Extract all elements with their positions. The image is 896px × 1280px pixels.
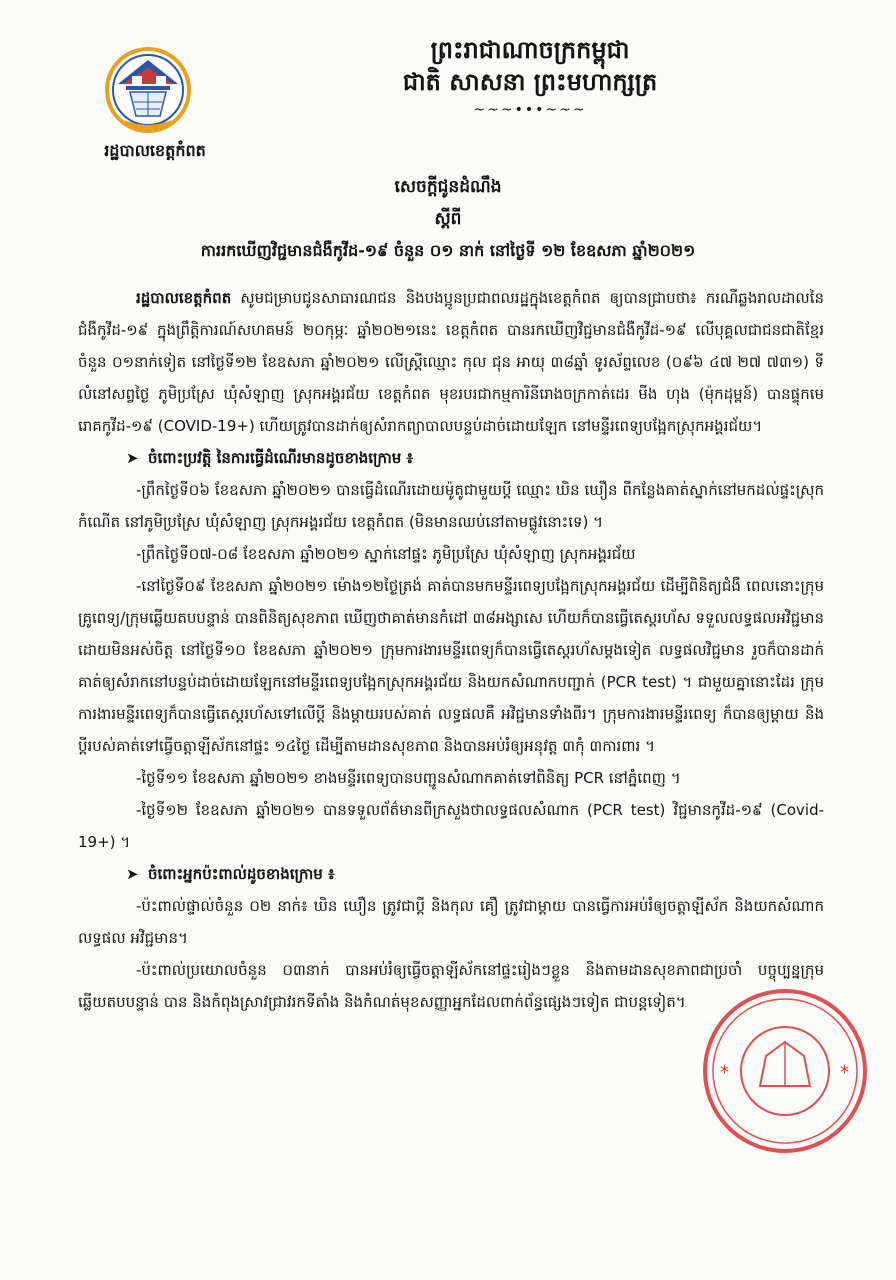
svg-text:*: *: [720, 1062, 729, 1083]
intro-text: សូមជម្រាបជូនសាធារណជន និងបងប្អូនប្រជាពលរដ្ឋក្នុងខេត្តកំពត ឲ្យបានជ្រាបថា៖ ករណីឆ្លងរាលដាលនៃជំងឺកូវីដ-១៩ ក្នុងព្រឹត្តិការណ៍សហគមន៍ ២០កុម្ភៈ ឆ្នាំ២០២១នេះ ខេត្តកំពត បានរកឃើញវិជ្ជមានជំងឺកូវីដ-១៩ លើបុគ្គលជាជនជាតិខ្មែរ ចំនួន ០១នាក់ទៀត នៅថ្ងៃទី១២ ខែឧសភា ឆ្នាំ២០២១ លើស្ត្រីឈ្មោះ កុល ជុន អាយុ ៣៨ឆ្នាំ ទូរស័ព្ទលេខ (០៩៦ ៤៧ ២៧ ៧៣១) ទីលំនៅសព្វថ្ងៃ ភូមិប្រស្រែ ឃុំសំឡាញ ស្រុកអង្គរជ័យ ខេត្តកំពត មុខរបរជាកម្មការិនីរោងចក្រកាត់ដេរ មីង ហុង (ម៉ុកដុម្ពន៍) បានផ្ទុកមេរោគកូវីដ-១៩ (COVID-19+) ហើយត្រូវបានដាក់ឲ្យសំរាកព្យាបាលបន្ទប់ដាច់ដោយឡែក នៅមន្ទីរពេទ្យបង្អែកស្រុកអង្គរជ័យ។: [78, 289, 824, 435]
contact-item: -ប៉ះពាល់ផ្ទាល់ចំនួន ០២ នាក់៖ ឃិន ឃឿន ត្រូវជាប្ដី និងកុល គឿ ត្រូវជាម្ដាយ បានធ្វើការអប់រំឲ្យចត្តាឡីស័ក និងយកសំណាក លទ្ធផល អវិជ្ជមាន។: [78, 897, 824, 947]
history-item: -ថ្ងៃទី១២ ខែឧសភា ឆ្នាំ២០២១ បានទទួលព័ត៌មានពីក្រសួងថាលទ្ធផលសំណាក (PCR test) វិជ្ជមានកូវីដ-១៩ (Covid-19+) ។: [78, 801, 824, 851]
history-item: -ថ្ងៃទី១១ ខែឧសភា ឆ្នាំ២០២១ ខាងមន្ទីរពេទ្យបានបញ្ជូនសំណាកគាត់ទៅពិនិត្យ PCR នៅភ្នំពេញ ។: [136, 769, 681, 787]
notice-body: [78, 282, 824, 1018]
notice-title: សេចក្ដីជូនដំណឹង: [394, 177, 502, 197]
history-item: -ព្រឹកថ្ងៃទី០៧-០៨ ខែឧសភា ឆ្នាំ២០២១ ស្នាក់នៅផ្ទះ ភូមិប្រស្រែ ឃុំសំឡាញ ស្រុកអង្គរជ័យ: [136, 545, 636, 563]
ornament-divider: ~~~•••~~~: [473, 102, 587, 118]
kingdom-title: ព្រះរាជាណាចក្រកម្ពុជា: [430, 36, 630, 64]
intro-paragraph: [78, 282, 824, 442]
notice-subject: ការរកឃើញវិជ្ជមានជំងឺកូវីដ-១៩ ចំនួន ០១ នាក់ នៅថ្ងៃទី ១២ ខែឧសភា ឆ្នាំ២០២១: [200, 241, 696, 260]
history-item: -នៅថ្ងៃទី០៩ ខែឧសភា ឆ្នាំ២០២១ ម៉ោង១២ថ្ងៃត្រង់ គាត់បានមកមន្ទីរពេទ្យបង្អែកស្រុកអង្គរជ័យ ដើម្បីពិនិត្យជំងឺ ពេលនោះក្រុមគ្រូពេទ្យ/ក្រុមឆ្លើយតបបន្ទាន់ បានពិនិត្យសុខភាព ឃើញថាគាត់មានកំដៅ ៣៨អង្សាសេ ហើយក៏បានធ្វើតេស្តរហ័ស ទទួលលទ្ធផលអវិជ្ជមាន ដោយមិនអស់ចិត្ត នៅថ្ងៃទី១០ ខែឧសភា ឆ្នាំ២០២១ ក្រុមការងារមន្ទីរពេទ្យក៏បានធ្វើតេស្តរហ័សម្ដងទៀត លទ្ធផលវិជ្ជមាន រួចក៏បានដាក់គាត់ឲ្យសំរាកនៅបន្ទប់ដាច់ដោយឡែកនៅមន្ទីរពេទ្យបង្អែកស្រុកអង្គរជ័យ និងយកសំណាកបញ្ជាក់ (PCR test) ។ ជាមួយគ្នានោះដែរ ក្រុមការងារមន្ទីរពេទ្យក៏បានធ្វើតេស្តរហ័សទៅលើប្ដី និងម្ដាយរបស់គាត់ លទ្ធផលគឺ អវិជ្ជមានទាំងពីរ។ ក្រុមការងារមន្ទីរពេទ្យ ក៏បានឲ្យម្ដាយ និងប្ដីរបស់គាត់ទៅធ្វើចត្តាឡីស័កនៅផ្ទះ ១៤ថ្ងៃ ដើម្បីតាមដានសុខភាព និងបានអប់រំឲ្យអនុវត្ត ៣កុំ ៣ការពារ ។: [78, 577, 824, 755]
contacts-heading: ➤ ចំពោះអ្នកប៉ះពាល់ដូចខាងក្រោម ៖: [78, 858, 824, 890]
arrow-bullet-icon: ➤: [126, 449, 139, 467]
history-heading: ➤ ចំពោះប្រវត្តិ នៃការធ្វើដំណើរមានដូចខាងក្រោម ៖: [78, 442, 824, 474]
arrow-bullet-icon: ➤: [126, 865, 139, 883]
official-seal-stamp: [700, 986, 870, 1156]
notice-about: ស្ដីពី: [434, 209, 462, 229]
department-name: រដ្ឋបាលខេត្តកំពត: [104, 141, 206, 160]
intro-lead: រដ្ឋបាលខេត្តកំពត: [136, 289, 232, 307]
svg-text:*: *: [840, 1062, 849, 1083]
national-motto: ជាតិ សាសនា ព្រះមហាក្សត្រ: [402, 68, 658, 96]
history-item: -ព្រឹកថ្ងៃទី០៦ ខែឧសភា ឆ្នាំ២០២១ បានធ្វើដំណើរដោយម៉ូតូជាមួយប្ដី ឈ្មោះ ឃិន ឃឿន ពីកន្លែងគាត់ស្នាក់នៅមកដល់ផ្ទះស្រុកកំណើត នៅភូមិប្រស្រែ ឃុំសំឡាញ ស្រុកអង្គរជ័យ ខេត្តកំពត (មិនមានឈប់នៅតាមផ្លូវនោះទេ) ។: [78, 481, 824, 531]
contact-item: -ប៉ះពាល់ប្រយោលចំនួន ០៣នាក់ បានអប់រំឲ្យធ្វើចត្តាឡីស័កនៅផ្ទះរៀងៗខ្លួន និងតាមដានសុខភាពជាប្រចាំ បច្ចុប្បន្នក្រុមឆ្លើយតបបន្ទាន់ បាន និងកំពុងស្រាវជ្រាវរកទីតាំង និងកំណត់មុខសញ្ញាអ្នកដែលពាក់ព័ន្ធផ្សេងៗទៀត ជាបន្តទៀត។: [78, 961, 824, 1011]
kampot-province-logo: [104, 46, 192, 134]
